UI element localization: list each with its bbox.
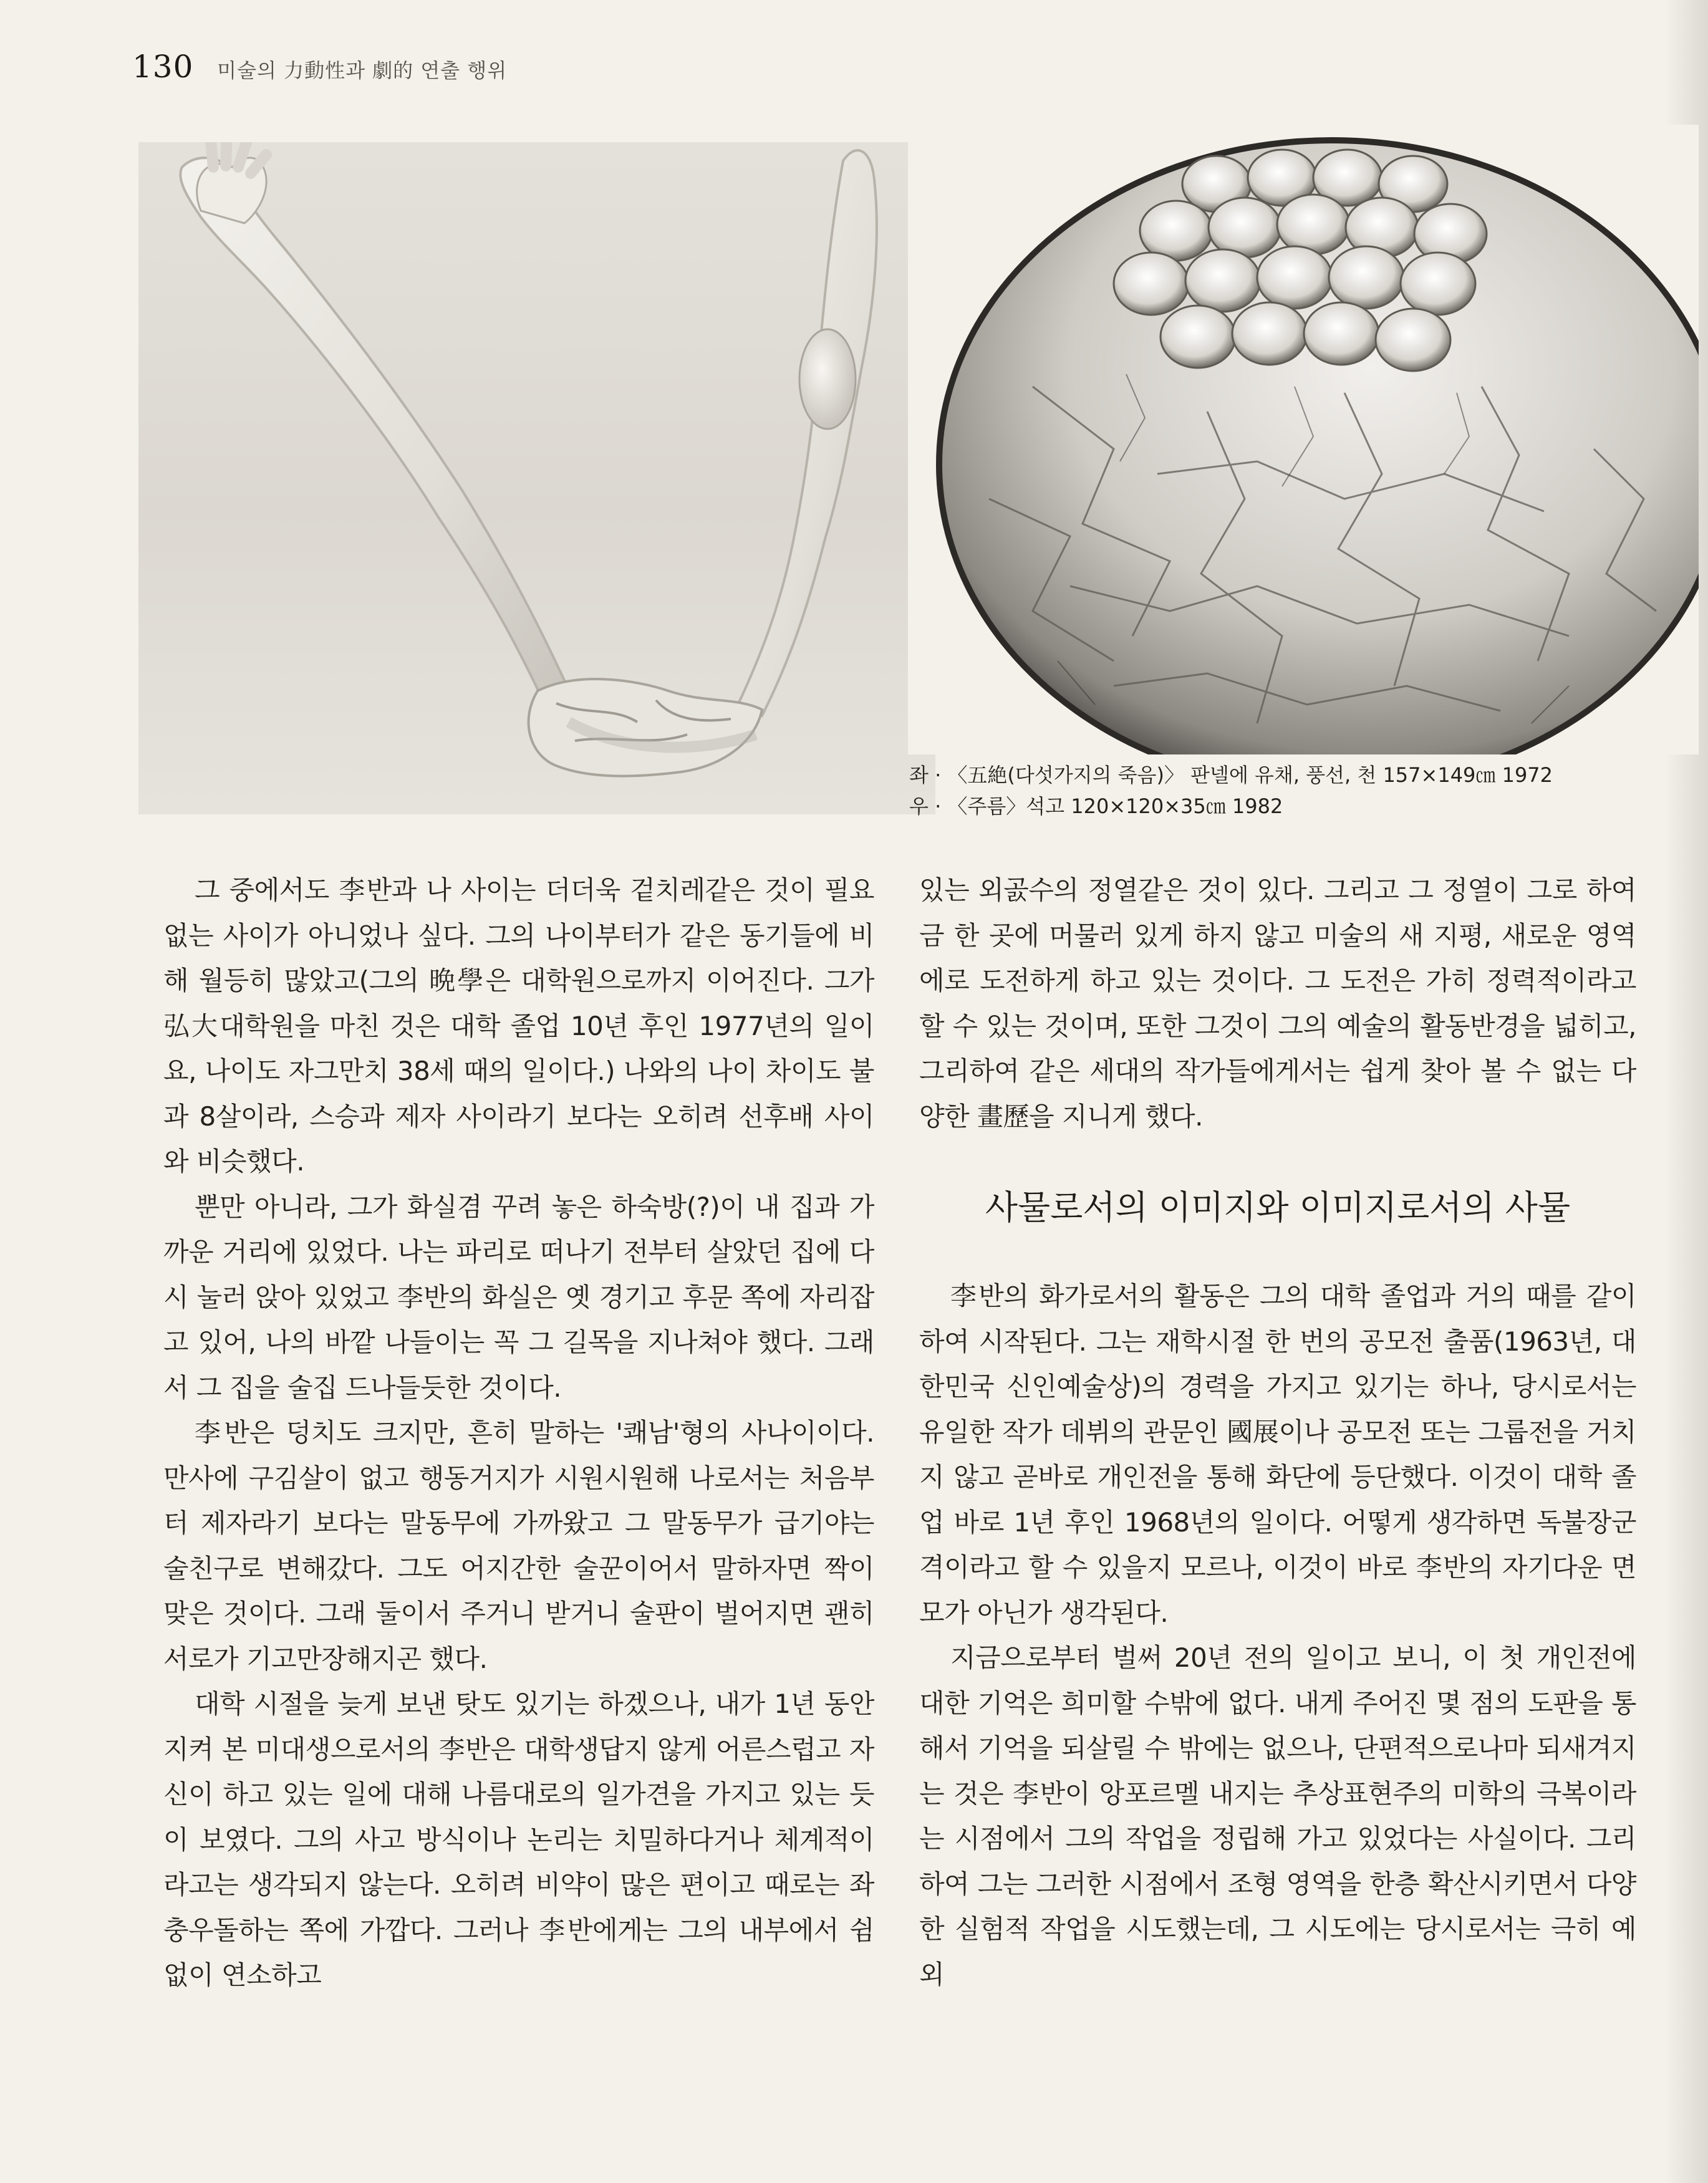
right-column [919,868,1636,1997]
paragraph: 지금으로부터 벌써 20년 전의 일이고 보니, 이 첫 개인전에 대한 기억은 희미할 수밖에 없다. 내게 주어진 몇 점의 도판을 통해서 기억을 되살릴 수 밖에는 없으나, 단편적으로나마 되새겨지는 것은 李반이 앙포르멜 내지는 추상표현주의 미학의 극복이라는 시점에서 그의 작업을 정립해 가고 있었다는 사실이다. 그리하여 그는 그러한 시점에서 조형 영역을 한층 확산시키면서 다양한 실험적 작업을 시도했는데, 그 시도에는 당시로서는 극히 예외 [919,1642,1636,1990]
sculpture-photo [138,142,935,814]
paragraph: 있는 외곬수의 정열같은 것이 있다. 그리고 그 정열이 그로 하여금 한 곳에 머물러 있게 하지 않고 미술의 새 지평, 새로운 영역에로 도전하게 하고 있는 것이다. 그 도전은 가히 정력적이라고 할 수 있는 것이며, 또한 그것이 그의 예술의 활동반경을 넓히고, 그리하여 같은 세대의 작가들에게서는 쉽게 찾아 볼 수 없는 다양한 畫歷을 지니게 했다. [919,875,1636,1132]
running-header [132,49,507,85]
figure-caption [909,759,1553,822]
running-title: 미술의 力動性과 劇的 연출 행위 [217,59,508,82]
left-column [163,868,874,1998]
crumpled-disc-photo [908,125,1699,754]
paragraph: 뿐만 아니라, 그가 화실겸 꾸려 놓은 하숙방(?)이 내 집과 가까운 거리에 있었다. 나는 파리로 떠나기 전부터 살았던 집에 다시 눌러 앉아 있었고 李반의 화실은 옛 경기고 후문 쪽에 자리잡고 있어, 나의 바깥 나들이는 꼭 그 길목을 지나쳐야 했다. 그래서 그 집을 술집 드나들듯한 것이다. [163,1191,874,1403]
section-heading: 사물로서의 이미지와 이미지로서의 사물 [985,1188,1571,1227]
caption-right: 우 · 〈주름〉석고 120×120×35㎝ 1982 [909,794,1283,818]
paragraph: 李반은 덩치도 크지만, 흔히 말하는 '쾌남'형의 사나이이다. 만사에 구김살이 없고 행동거지가 시원시원해 나로서는 처음부터 제자라기 보다는 말동무에 가까왔고 그 말동무가 급기야는 술친구로 변해갔다. 그도 어지간한 술꾼이어서 말하자면 짝이 맞은 것이다. 그래 둘이서 주거니 받거니 술판이 벌어지면 괜히 서로가 기고만장해지곤 했다. [163,1417,874,1674]
paragraph: 그 중에서도 李반과 나 사이는 더더욱 겉치레같은 것이 필요 없는 사이가 아니었나 싶다. 그의 나이부터가 같은 동기들에 비해 월등히 많았고(그의 晩學은 대학원으로까지 이어진다. 그가 弘大대학원을 마친 것은 대학 졸업 10년 후인 1977년의 일이요, 나이도 자그만치 38세 때의 일이다.) 나와의 나이 차이도 불과 8살이라, 스승과 제자 사이라기 보다는 오히려 선후배 사이와 비슷했다. [163,875,874,1177]
page-number: 130 [132,49,194,85]
paragraph: 李반의 화가로서의 활동은 그의 대학 졸업과 거의 때를 같이 하여 시작된다. 그는 재학시절 한 번의 공모전 출품(1963년, 대한민국 신인예술상)의 경력을 가지고 있기는 하나, 당시로서는 유일한 작가 데뷔의 관문인 國展이나 공모전 또는 그룹전을 거치지 않고 곧바로 개인전을 통해 화단에 등단했다. 이것이 대학 졸업 바로 1년 후인 1968년의 일이다. 어떻게 생각하면 독불장군격이라고 할 수 있을지 모르나, 이것이 바로 李반의 자기다운 면모가 아닌가 생각된다. [919,1281,1636,1628]
caption-left: 좌 · 〈五絶(다섯가지의 죽음)〉 판넬에 유채, 풍선, 천 157×149㎝ 1972 [909,763,1553,787]
paragraph: 대학 시절을 늦게 보낸 탓도 있기는 하겠으나, 내가 1년 동안 지켜 본 미대생으로서의 李반은 대학생답지 않게 어른스럽고 자신이 하고 있는 일에 대해 나름대로의 일가견을 가지고 있는 듯이 보였다. 그의 사고 방식이나 논리는 치밀하다거나 체계적이라고는 생각되지 않는다. 오히려 비약이 많은 편이고 때로는 좌충우돌하는 쪽에 가깝다. 그러나 李반에게는 그의 내부에서 쉼없이 연소하고 [163,1689,874,1990]
